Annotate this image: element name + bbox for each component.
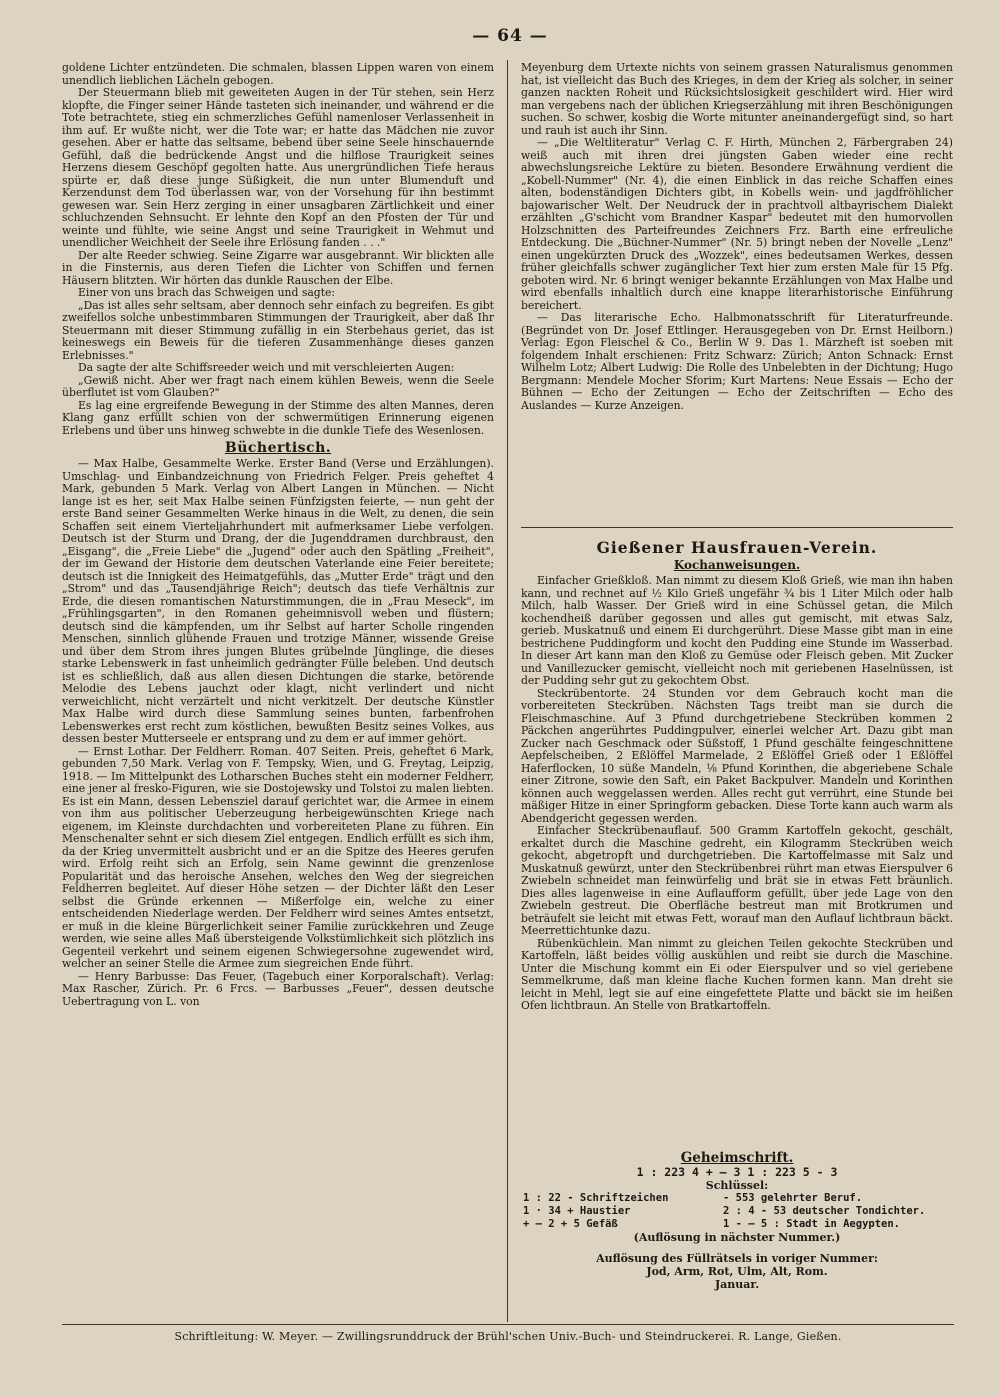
secret-code-puzzle xyxy=(521,1150,953,1291)
book-review: Meyenburg dem Urtexte nichts von seinem grassen Naturalismus genommen hat, ist vielleicht das Buch des Krieges, in dem der Krieg als solcher, in seiner ganzen nackten Roheit und Rücksichtslosigkeit geschildert wird. Hier wird man vergebens nach der üblichen Kriegserzählung mit ihren Beschönigungen suchen. So schwer, kosbig die Worte mitunter aneinandergefügt sind, so hart und rauh ist auch ihr Sinn. xyxy=(521,61,953,137)
book-review: — Max Halbe, Gesammelte Werke. Erster Band (Verse und Erzählungen). Umschlag- und Einbandzeichnung von Friedrich Felger. Preis geheftet 4 Mark, gebunden 5 Mark. Verlag von Albert Langen in München. — Nicht lange ist es her, seit Max Halbe seinen Fünfzigsten feierte, — nun geht der erste Band seiner Gesammelten Werke hinaus in die Welt, zu denen, die sein Schaffen seit einem Vierteljahrhundert mit aufmerksamer Liebe verfolgen. Deutsch ist der Sturm und Drang, der die Jugenddramen durchbraust, den „Eisgang", die „Freie Liebe" die „Jugend" oder auch den Spätling „Freiheit", der im Gewand der Historie dem deutschen Vaterlande eine Feier bereitete; deutsch ist die Innigkeit des Heimatgefühls, das „Mutter Erde" trägt und den „Strom" und das „Tausendjährige Reich"; deutsch das tiefe Verhältnis zur Erde, die diesen romantischen Naturstimmungen, die in „Frau Meseck", im „Frühlingsgarten", in den Romanen geheimnisvoll weben und flüstern; deutsch sind die kämpfenden, um ihr Selbst auf harter Scholle ringenden Menschen, sinnlich glühende Frauen und trotzige Männer, wissende Greise und über dem Strom ihres jungen Blutes grübelnde Jünglinge, die dieses starke Lebenswerk in fast unheimlich gedrängter Fülle beleben. Und deutsch ist es schließlich, daß aus allen diesen Dichtungen die starke, betörende Melodie des Lebens jauchzt oder klagt, nicht verlindert und nicht verweichlicht, nicht verzärtelt und nicht verkitzelt. Der deutsche Künstler Max Halbe wird durch diese Sammlung seines bunten, farbenfrohen Lebenswerkes erst recht zum köstlichen, bewußten Besitz seines Volkes, aus dessen bester Mutterseele er entsprang und zu dem er auf immer gehört. xyxy=(62,457,494,745)
column-divider xyxy=(507,60,508,1322)
story-paragraph: Es lag eine ergreifende Bewegung in der Stimme des alten Mannes, deren Klang ganz erfüllt schien von der schwermütigen Erinnerung eigenen Erlebens und über uns hinweg schwebte in die dunkle Tiefe des Wesenlosen. xyxy=(62,398,494,437)
puzzle-key-row xyxy=(521,1205,953,1218)
puzzle-gap xyxy=(521,1244,953,1252)
puzzle-key-row xyxy=(521,1192,953,1205)
hausfrauen-verein-heading: Gießener Hausfrauen-Verein. xyxy=(596,538,878,557)
puzzle-title-text: Geheimschrift. xyxy=(680,1150,794,1166)
recipes-column xyxy=(521,575,953,1013)
story-paragraph: „Gewiß nicht. Aber wer fragt nach einem kühlen Beweis, wenn die Seele überflutet ist vom Glauben?" xyxy=(62,373,494,399)
puzzle-key-label: Schlüssel: xyxy=(705,1179,769,1192)
buechertisch-heading xyxy=(62,439,494,457)
puzzle-key-row xyxy=(521,1218,953,1231)
footer-divider xyxy=(62,1324,954,1325)
story-paragraph: Der alte Reeder schwieg. Seine Zigarre war ausgebrannt. Wir blickten alle in die Finsternis, aus deren Tiefen die Lichter von Schiffen und fernen Häusern blitzten. Wir hörten das dunkle Rauschen der Elbe. xyxy=(62,248,494,287)
previous-solution-line: Jod, Arm, Rot, Ulm, Alt, Rom. xyxy=(646,1265,828,1278)
kochanweisungen-subheading: Kochanweisungen. xyxy=(673,558,801,572)
book-review: — Das literarische Echo. Halbmonatsschrift für Literaturfreunde. (Begründet von Dr. Josef Ettlinger. Herausgegeben von Dr. Ernst Heilborn.) Verlag: Egon Fleischel & Co., Berlin W 9. Das 1. Märzheft ist soeben mit folgendem Inhalt erschienen: Fritz Schwarz: Zürich; Anton Schnack: Ernst Wilhelm Lotz; Albert Ludwig: Die Rolle des Unbelebten in der Dichtung; Hugo Bergmann: Mendele Mocher Sforim; Kurt Martens: Neue Essais — Echo der Bühnen — Echo der Zeitungen — Echo der Zeitschriften — Echo des Auslandes — Kurze Anzeigen. xyxy=(521,311,953,412)
puzzle-title xyxy=(521,1150,953,1166)
story-paragraph: „Das ist alles sehr seltsam, aber dennoch sehr einfach zu begreifen. Es gibt zweifellos solche unbestimmbaren Stimmungen der Traurigkeit, aber daß Ihr Steuermann mit dieser Stimmung zufällig in ein Sterbehaus geriet, das ist keineswegs ein Beweis für die tieferen Zusammenhänge dieses ganzen Erlebnisses." xyxy=(62,298,494,362)
buechertisch-heading-text: Büchertisch. xyxy=(224,440,332,456)
recipe-paragraph: Steckrübentorte. 24 Stunden vor dem Gebrauch kocht man die vorbereiteten Steckrüben. Nächsten Tags treibt man sie durch die Fleischmaschine. Auf 3 Pfund durchgetriebene Steckrüben kommen 2 Päckchen angerührtes Puddingpulver, einerlei welcher Art. Dazu gibt man Zucker nach Geschmack oder Süßstoff, 1 Pfund geschälte feingeschnittene Aepfelscheiben, 2 Eßlöffel Marmelade, 2 Eßlöffel Grieß oder 1 Eßlöffel Haferflocken, 10 süße Mandeln, ⅛ Pfund Korinthen, die abgeriebene Schale einer Zitrone, sowie den Saft, ein Paket Backpulver. Mandeln und Korinthen können auch weggelassen werden. Alles recht gut verrührt, eine Stunde bei mäßiger Hitze in einer Springform gebacken. Diese Torte kann auch warm als Abendgericht gegessen werden. xyxy=(521,686,953,825)
right-column-top xyxy=(521,62,953,412)
previous-solution-title: Auflösung des Füllrätsels in voriger Nummer: xyxy=(596,1252,878,1265)
book-review: — Henry Barbusse: Das Feuer, (Tagebuch einer Korporalschaft). Verlag: Max Rascher, Zürich. Pr. 6 Frcs. — Barbusses „Feuer", dessen deutsche Uebertragung von L. von xyxy=(62,969,494,1008)
recipe-paragraph: Einfacher Steckrübenauflauf. 500 Gramm Kartoffeln gekocht, geschält, erkaltet durch die Maschine gedreht, ein Kilogramm Steckrüben weich gekocht, abgetropft und durchgetrieben. Die Kartoffelmasse mit Salz und Muskatnuß gewürzt, unter den Steckrübenbrei rührt man etwas Eierspulver 6 Zwiebeln schneidet man feinwürfelig und brät sie in etwas Fett bräunlich. Dies alles lagenweise in eine Auflaufform gefüllt, über jede Lage von den Zwiebeln gestreut. Die Oberfläche bestreut man mit Brotkrumen und beträufelt sie leicht mit etwas Fett, worauf man den Auflauf lichtbraun bäckt. Meerrettichtunke dazu. xyxy=(521,824,953,937)
book-review: — Ernst Lothar. Der Feldherr. Roman. 407 Seiten. Preis, geheftet 6 Mark, gebunden 7,50 Mark. Verlag von F. Tempsky, Wien, und G. Freytag, Leipzig, 1918. — Im Mittelpunkt des Lotharschen Buches steht ein moderner Feldherr, eine jener al fresko-Figuren, wie sie Dostojewsky und Tolstoi zu malen liebten. Es ist ein Mann, dessen Lebensziel darauf gerichtet war, die Armee in einem von ihm aus politischer Ueberzeugung herbeigewünschten Kriege nach eigenem, im Kleinste durchdachten und vorbereiteten Plane zu führen. Ein Menschenalter sehnt er sich diesem Ziel entgegen. Endlich erfüllt es sich ihm, da der Krieg unvermittelt ausbricht und er an die Spitze des Heeres gerufen wird. Erfolg reiht sich an Erfolg, sein Name gewinnt die grenzenlose Popularität und das heroische Ansehen, welches den Weg der siegreichen Feldherren begleitet. Auf dieser Höhe setzen — der Dichter läßt den Leser selbst die Gründe erkennen — Mißerfolge ein, welche zu einer entscheidenden Niederlage werden. Der Feldherr wird seines Amtes entsetzt, er muß in die kleine Bürgerlichkeit seiner Familie zurückkehren und Zeuge werden, wie seine alles Maß übersteigende Volkstümlichkeit sich plötzlich ins Gegenteil verkehrt und seinem eigenen Schwiegersohne zugewendet wird, welcher an seiner Stelle die Armee zum siegreichen Ende führt. xyxy=(62,744,494,970)
puzzle-key-left: 1 : 22 - Schriftzeichen xyxy=(523,1192,669,1204)
puzzle-solution-note: (Auflösung in nächster Nummer.) xyxy=(633,1231,841,1244)
puzzle-key-left: + — 2 + 5 Gefäß xyxy=(523,1218,618,1230)
story-paragraph: Da sagte der alte Schiffsreeder weich und mit verschleierten Augen: xyxy=(78,361,455,374)
puzzle-code: 1 : 223 4 + — 3 1 : 223 5 - 3 xyxy=(636,1165,838,1179)
book-review: — „Die Weltliteratur" Verlag C. F. Hirth, München 2, Färbergraben 24) weiß auch mit ihren drei jüngsten Gaben wieder eine recht abwechslungsreiche Lektüre zu bieten. Besondere Erwähnung verdient die „Kobell-Nummer" (Nr. 4), die einen Einblick in das reiche Schaffen eines alten, bodenständigen Dichters gibt, in Kobells wein- und jagdfröhlicher bajowarischer Welt. Der Neudruck der in prachtvoll altbayrischem Dialekt erzählten „G'schicht vom Brandner Kaspar" bedeutet mit den humorvollen Holzschnitten des Parteifreundes Zeichners Frz. Barth eine erfreuliche Entdeckung. Die „Büchner-Nummer" (Nr. 5) bringt neben der Novelle „Lenz" einen ungekürzten Druck des „Wozzek", eines bedeutsamen Werkes, dessen früher gleichfalls schwer zugänglicher Text hier zum ersten Male für 15 Pfg. geboten wird. Nr. 6 bringt weniger bekannte Erzählungen von Max Halbe und wird ebenfalls inhaltlich durch eine knappe literarhistorische Einführung bereichert. xyxy=(521,136,953,312)
puzzle-key-left: 1 · 34 + Haustier xyxy=(523,1205,631,1217)
previous-solution-line: Januar. xyxy=(714,1278,760,1291)
recipe-paragraph: Rübenküchlein. Man nimmt zu gleichen Teilen gekochte Steckrüben und Kartoffeln, läßt beides völlig auskühlen und reibt sie durch die Maschine. Unter die Mischung kommt ein Ei oder Eierspulver und so viel geriebene Semmelkrume, daß man kleine flache Kuchen formen kann. Man dreht sie leicht in Mehl, legt sie auf eine eingefettete Platte und bäckt sie im heißen Ofen lichtbraun. An Stelle von Bratkartoffeln. xyxy=(521,936,953,1012)
puzzle-key-right: - 553 gelehrter Beruf. xyxy=(723,1192,863,1204)
story-paragraph: Der Steuermann blieb mit geweiteten Augen in der Tür stehen, sein Herz klopfte, die Finger seiner Hände tasteten sich ineinander, und während er die Tote betrachtete, stieg ein schmerzliches Gefühl namenloser Verlassenheit in ihm auf. Er wußte nicht, wer die Tote war; er hatte das Mädchen nie zuvor gesehen. Aber er hatte das seltsame, bebend über seine Seele hinschauernde Gefühl, daß die bedrückende Angst und die hilflose Traurigkeit seines Herzens diesem Geschöpf gegolten hatte. Aus unergründlichen Tiefe heraus spürte er, daß diese junge Süßigkeit, die nun unter Blumenduft und Kerzendunst dem Tod überlassen war, von der Vorsehung für ihn bestimmt gewesen war. Sein Herz zerging in einer unsagbaren Zärtlichkeit und einer schluchzenden Sehnsucht. Er lehnte den Kopf an den Pfosten der Tür und weinte und fühlte, wie seine Angst und seine Traurigkeit in Wehmut und unendlicher Weichheit der Seele ihre Erlösung fanden . . ." xyxy=(62,86,494,249)
puzzle-key-right: 2 : 4 - 53 deutscher Tondichter. xyxy=(723,1205,926,1217)
section-divider xyxy=(521,527,953,528)
puzzle-key-right: 1 - — 5 : Stadt in Aegypten. xyxy=(723,1218,901,1230)
recipe-paragraph: Einfacher Grießkloß. Man nimmt zu diesem Kloß Grieß, wie man ihn haben kann, und rechnet auf ½ Kilo Grieß ungefähr ¾ bis 1 Liter Milch oder halb Milch, halb Wasser. Der Grieß wird in eine Schüssel getan, die Milch kochendheiß darüber gegossen und alles gut gemischt, mit etwas Salz, gerieb. Muskatnuß und einem Ei durchgerührt. Diese Masse gibt man in eine bestrichene Puddingform und kocht den Pudding eine Stunde im Wasserbad. In dieser Art kann man den Kloß zu Gemüse oder Fleisch geben. Mit Zucker und Vanillezucker gemischt, vielleicht noch mit geriebenen Haselnüssen, ist der Pudding sehr gut zu gekochtem Obst. xyxy=(521,574,953,687)
story-paragraph: goldene Lichter entzündeten. Die schmalen, blassen Lippen waren von einem unendlich lieblichen Lächeln gebogen. xyxy=(62,61,494,87)
left-column xyxy=(62,62,494,1008)
story-paragraph: Einer von uns brach das Schweigen und sagte: xyxy=(78,286,336,299)
page-number: — 64 — xyxy=(472,26,548,46)
imprint-footer: Schriftleitung: W. Meyer. — Zwillingsrunddruck der Brühl'schen Univ.-Buch- und Steindruckerei. R. Lange, Gießen. xyxy=(174,1330,842,1343)
